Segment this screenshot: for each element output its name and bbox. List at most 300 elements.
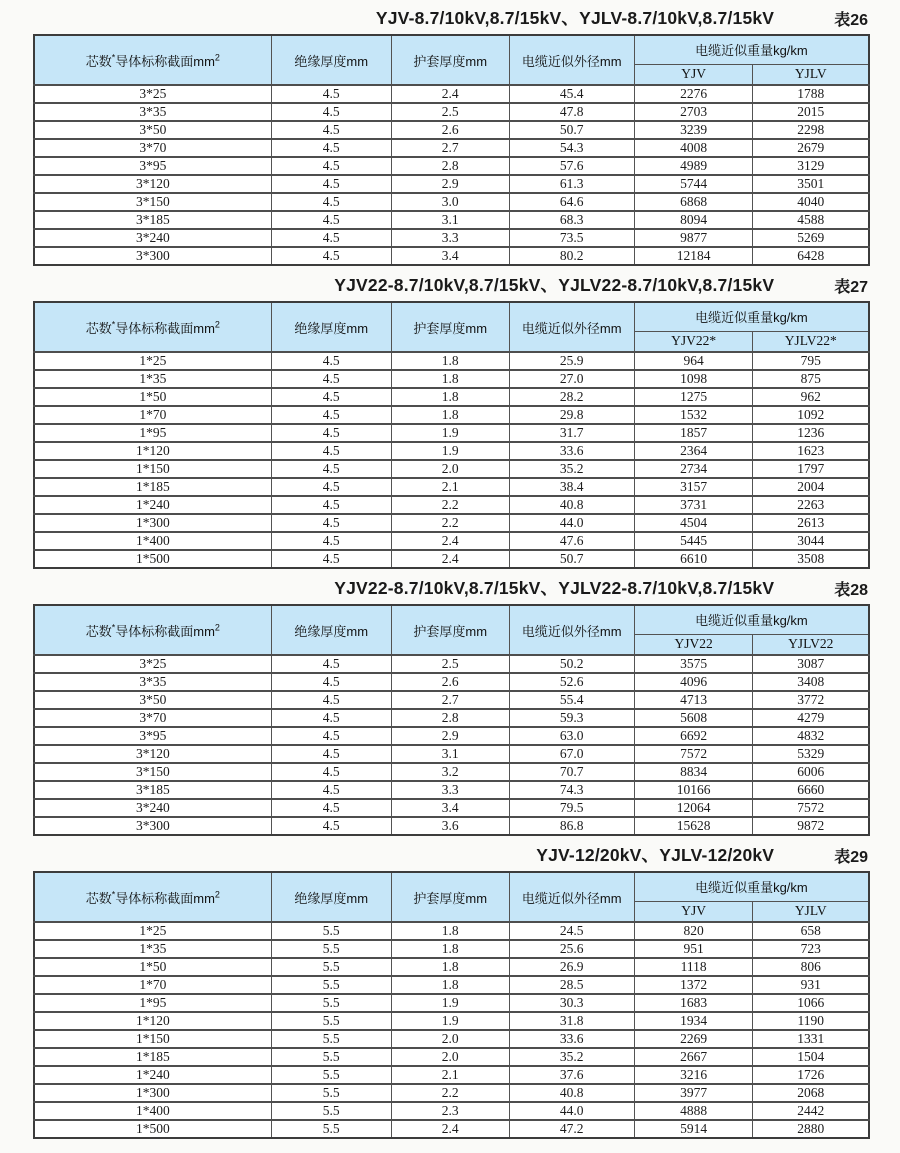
table-cell: 1*185 bbox=[34, 1048, 271, 1066]
table-cell: 50.7 bbox=[509, 121, 634, 139]
table-row bbox=[34, 247, 869, 265]
table-cell: 3*185 bbox=[34, 211, 271, 229]
table-cell: 4.5 bbox=[271, 709, 391, 727]
table-cell: 2.4 bbox=[391, 1120, 509, 1138]
table-cell: 3.3 bbox=[391, 781, 509, 799]
table-row bbox=[34, 370, 869, 388]
section-superscript-2: 2 bbox=[214, 622, 220, 633]
table-cell: 4.5 bbox=[271, 103, 391, 121]
table-body bbox=[34, 655, 869, 835]
table-number: 表28 bbox=[834, 582, 868, 599]
subcol-header-yjlv22: YJLV22* bbox=[753, 331, 869, 352]
table-row bbox=[34, 532, 869, 550]
table-cell: 1092 bbox=[753, 406, 869, 424]
table-cell: 12064 bbox=[634, 799, 753, 817]
table-row bbox=[34, 175, 869, 193]
table-cell: 1*400 bbox=[34, 532, 271, 550]
table-cell: 2.5 bbox=[391, 655, 509, 673]
table-cell: 31.7 bbox=[509, 424, 634, 442]
table-cell: 24.5 bbox=[509, 922, 634, 940]
col-header-diameter: 电缆近似外径mm bbox=[509, 302, 634, 352]
table-cell: 70.7 bbox=[509, 763, 634, 781]
col-header-insulation: 绝缘厚度mm bbox=[271, 605, 391, 655]
table-cell: 1788 bbox=[753, 85, 869, 103]
table-cell: 2.5 bbox=[391, 103, 509, 121]
table-cell: 2.7 bbox=[391, 139, 509, 157]
table-cell: 3044 bbox=[753, 532, 869, 550]
col-header-sheath: 护套厚度mm bbox=[391, 35, 509, 85]
table-cell: 3*95 bbox=[34, 157, 271, 175]
table-cell: 5.5 bbox=[271, 1084, 391, 1102]
section-superscript-2: 2 bbox=[214, 52, 220, 63]
table-cell: 1857 bbox=[634, 424, 753, 442]
table-cell: 2015 bbox=[753, 103, 869, 121]
table-cell: 4.5 bbox=[271, 352, 391, 370]
subcol-header-yjlv: YJLV bbox=[753, 64, 869, 85]
table-cell: 2.2 bbox=[391, 1084, 509, 1102]
table-cell: 4.5 bbox=[271, 211, 391, 229]
table-cell: 3129 bbox=[753, 157, 869, 175]
table-title: YJV-12/20kV、YJLV-12/20kV bbox=[536, 845, 775, 865]
table-row bbox=[34, 940, 869, 958]
table-cell: 4.5 bbox=[271, 121, 391, 139]
table-cell: 25.6 bbox=[509, 940, 634, 958]
col-header-cores-text: 芯数 bbox=[85, 320, 112, 336]
table-cell: 951 bbox=[634, 940, 753, 958]
table-cell: 1*120 bbox=[34, 1012, 271, 1030]
cable-spec-table bbox=[33, 604, 870, 836]
table-cell: 35.2 bbox=[509, 1048, 634, 1066]
table-cell: 658 bbox=[753, 922, 869, 940]
table-cell: 2.7 bbox=[391, 691, 509, 709]
table-cell: 5.5 bbox=[271, 994, 391, 1012]
table-cell: 2.4 bbox=[391, 85, 509, 103]
table-cell: 4.5 bbox=[271, 370, 391, 388]
table-cell: 47.8 bbox=[509, 103, 634, 121]
col-header-cores-section bbox=[34, 35, 271, 85]
table-cell: 5445 bbox=[634, 532, 753, 550]
table-cell: 1*240 bbox=[34, 1066, 271, 1084]
table-row bbox=[34, 514, 869, 532]
table-cell: 6006 bbox=[753, 763, 869, 781]
table-cell: 2734 bbox=[634, 460, 753, 478]
table-cell: 4096 bbox=[634, 673, 753, 691]
table-cell: 86.8 bbox=[509, 817, 634, 835]
table-cell: 2364 bbox=[634, 442, 753, 460]
table-cell: 4.5 bbox=[271, 175, 391, 193]
table-cell: 1504 bbox=[753, 1048, 869, 1066]
table-cell: 1.8 bbox=[391, 976, 509, 994]
cores-superscript-star: * bbox=[111, 622, 116, 633]
table-cell: 4.5 bbox=[271, 763, 391, 781]
col-header-cores-section bbox=[34, 302, 271, 352]
table-cell: 57.6 bbox=[509, 157, 634, 175]
table-cell: 2.4 bbox=[391, 532, 509, 550]
table-cell: 1.8 bbox=[391, 958, 509, 976]
table-cell: 1*500 bbox=[34, 550, 271, 568]
col-header-cores-section bbox=[34, 872, 271, 922]
table-cell: 2667 bbox=[634, 1048, 753, 1066]
table-cell: 5.5 bbox=[271, 940, 391, 958]
table-cell: 5.5 bbox=[271, 1120, 391, 1138]
table-cell: 4.5 bbox=[271, 247, 391, 265]
table-row bbox=[34, 691, 869, 709]
table-cell: 4504 bbox=[634, 514, 753, 532]
table-row bbox=[34, 550, 869, 568]
table-cell: 1.9 bbox=[391, 424, 509, 442]
table-row bbox=[34, 1120, 869, 1138]
table-row bbox=[34, 709, 869, 727]
table-cell: 30.3 bbox=[509, 994, 634, 1012]
table-cell: 44.0 bbox=[509, 514, 634, 532]
table-cell: 37.6 bbox=[509, 1066, 634, 1084]
table-cell: 3239 bbox=[634, 121, 753, 139]
table-row bbox=[34, 1084, 869, 1102]
table-cell: 79.5 bbox=[509, 799, 634, 817]
table-title-row bbox=[33, 843, 870, 867]
table-cell: 4.5 bbox=[271, 727, 391, 745]
table-cell: 1623 bbox=[753, 442, 869, 460]
col-header-cores-section bbox=[34, 605, 271, 655]
table-cell: 2.8 bbox=[391, 709, 509, 727]
table-cell: 3*185 bbox=[34, 781, 271, 799]
table-cell: 3.1 bbox=[391, 211, 509, 229]
table-cell: 1*400 bbox=[34, 1102, 271, 1120]
table-cell: 3*300 bbox=[34, 817, 271, 835]
col-header-diameter: 电缆近似外径mm bbox=[509, 35, 634, 85]
table-cell: 3.6 bbox=[391, 817, 509, 835]
table-cell: 47.2 bbox=[509, 1120, 634, 1138]
table-header bbox=[34, 605, 869, 655]
table-cell: 2004 bbox=[753, 478, 869, 496]
table-cell: 3.1 bbox=[391, 745, 509, 763]
table-cell: 8834 bbox=[634, 763, 753, 781]
table-row bbox=[34, 673, 869, 691]
table-cell: 1*25 bbox=[34, 352, 271, 370]
subcol-header-yjv: YJV bbox=[634, 901, 753, 922]
table-header bbox=[34, 872, 869, 922]
table-cell: 2298 bbox=[753, 121, 869, 139]
table-cell: 2.3 bbox=[391, 1102, 509, 1120]
table-cell: 15628 bbox=[634, 817, 753, 835]
table-row bbox=[34, 958, 869, 976]
table-cell: 3*150 bbox=[34, 193, 271, 211]
table-cell: 27.0 bbox=[509, 370, 634, 388]
table-cell: 4713 bbox=[634, 691, 753, 709]
table-row bbox=[34, 1066, 869, 1084]
table-cell: 3408 bbox=[753, 673, 869, 691]
table-cell: 4.5 bbox=[271, 157, 391, 175]
table-cell: 1190 bbox=[753, 1012, 869, 1030]
col-header-insulation: 绝缘厚度mm bbox=[271, 302, 391, 352]
table-cell: 4.5 bbox=[271, 799, 391, 817]
table-cell: 3501 bbox=[753, 175, 869, 193]
col-header-diameter: 电缆近似外径mm bbox=[509, 605, 634, 655]
table-cell: 1236 bbox=[753, 424, 869, 442]
table-cell: 25.9 bbox=[509, 352, 634, 370]
table-cell: 29.8 bbox=[509, 406, 634, 424]
cable-table-section-26 bbox=[33, 6, 870, 266]
table-cell: 3731 bbox=[634, 496, 753, 514]
table-cell: 4832 bbox=[753, 727, 869, 745]
table-cell: 2679 bbox=[753, 139, 869, 157]
table-cell: 4279 bbox=[753, 709, 869, 727]
cable-table-section-28 bbox=[33, 576, 870, 836]
table-cell: 2263 bbox=[753, 496, 869, 514]
section-superscript-2: 2 bbox=[214, 889, 220, 900]
table-row bbox=[34, 745, 869, 763]
table-cell: 3*120 bbox=[34, 745, 271, 763]
table-cell: 3*25 bbox=[34, 655, 271, 673]
table-cell: 3*300 bbox=[34, 247, 271, 265]
col-header-diameter: 电缆近似外径mm bbox=[509, 872, 634, 922]
table-cell: 3*50 bbox=[34, 121, 271, 139]
table-cell: 28.5 bbox=[509, 976, 634, 994]
table-body bbox=[34, 922, 869, 1138]
table-cell: 8094 bbox=[634, 211, 753, 229]
table-cell: 3*95 bbox=[34, 727, 271, 745]
table-cell: 3*35 bbox=[34, 103, 271, 121]
table-cell: 4.5 bbox=[271, 139, 391, 157]
table-cell: 6428 bbox=[753, 247, 869, 265]
table-cell: 4.5 bbox=[271, 817, 391, 835]
table-cell: 12184 bbox=[634, 247, 753, 265]
table-title-row bbox=[33, 576, 870, 600]
table-cell: 3*50 bbox=[34, 691, 271, 709]
table-cell: 50.7 bbox=[509, 550, 634, 568]
col-header-weight: 电缆近似重量kg/km bbox=[634, 35, 869, 64]
table-cell: 4888 bbox=[634, 1102, 753, 1120]
table-cell: 4.5 bbox=[271, 691, 391, 709]
table-cell: 5.5 bbox=[271, 1012, 391, 1030]
table-cell: 61.3 bbox=[509, 175, 634, 193]
table-cell: 54.3 bbox=[509, 139, 634, 157]
table-cell: 1*185 bbox=[34, 478, 271, 496]
table-title-row bbox=[33, 273, 870, 297]
table-cell: 55.4 bbox=[509, 691, 634, 709]
table-cell: 2703 bbox=[634, 103, 753, 121]
table-cell: 2.6 bbox=[391, 673, 509, 691]
table-cell: 2613 bbox=[753, 514, 869, 532]
table-title: YJV22-8.7/10kV,8.7/15kV、YJLV22-8.7/10kV,8.7/15kV bbox=[334, 578, 775, 598]
table-cell: 1.8 bbox=[391, 406, 509, 424]
table-cell: 40.8 bbox=[509, 1084, 634, 1102]
table-cell: 1683 bbox=[634, 994, 753, 1012]
table-cell: 1934 bbox=[634, 1012, 753, 1030]
table-cell: 3*70 bbox=[34, 139, 271, 157]
table-cell: 1118 bbox=[634, 958, 753, 976]
table-row bbox=[34, 976, 869, 994]
table-cell: 1.8 bbox=[391, 388, 509, 406]
table-cell: 3*120 bbox=[34, 175, 271, 193]
table-cell: 4.5 bbox=[271, 673, 391, 691]
table-row bbox=[34, 211, 869, 229]
table-row bbox=[34, 352, 869, 370]
table-cell: 964 bbox=[634, 352, 753, 370]
table-cell: 3*25 bbox=[34, 85, 271, 103]
table-cell: 4989 bbox=[634, 157, 753, 175]
table-cell: 3.2 bbox=[391, 763, 509, 781]
table-cell: 4.5 bbox=[271, 745, 391, 763]
table-cell: 5.5 bbox=[271, 922, 391, 940]
table-cell: 1*35 bbox=[34, 940, 271, 958]
col-header-section-text: 导体标称截面mm bbox=[115, 53, 215, 69]
table-cell: 5.5 bbox=[271, 1030, 391, 1048]
table-row bbox=[34, 799, 869, 817]
table-row bbox=[34, 193, 869, 211]
cores-superscript-star: * bbox=[111, 52, 116, 63]
table-cell: 52.6 bbox=[509, 673, 634, 691]
table-row bbox=[34, 478, 869, 496]
table-cell: 2.9 bbox=[391, 175, 509, 193]
table-row bbox=[34, 424, 869, 442]
table-cell: 28.2 bbox=[509, 388, 634, 406]
table-cell: 2.2 bbox=[391, 514, 509, 532]
table-cell: 74.3 bbox=[509, 781, 634, 799]
table-cell: 5.5 bbox=[271, 1048, 391, 1066]
table-cell: 2.9 bbox=[391, 727, 509, 745]
table-cell: 4.5 bbox=[271, 406, 391, 424]
cable-table-section-27 bbox=[33, 273, 870, 569]
col-header-section-text: 导体标称截面mm bbox=[115, 623, 215, 639]
table-row bbox=[34, 139, 869, 157]
table-cell: 4.5 bbox=[271, 550, 391, 568]
table-cell: 5.5 bbox=[271, 1066, 391, 1084]
table-row bbox=[34, 103, 869, 121]
table-cell: 1*25 bbox=[34, 922, 271, 940]
table-cell: 1*500 bbox=[34, 1120, 271, 1138]
table-cell: 59.3 bbox=[509, 709, 634, 727]
table-title: YJV22-8.7/10kV,8.7/15kV、YJLV22-8.7/10kV,8.7/15kV bbox=[334, 275, 775, 295]
table-cell: 3216 bbox=[634, 1066, 753, 1084]
table-cell: 1.9 bbox=[391, 442, 509, 460]
table-cell: 1797 bbox=[753, 460, 869, 478]
table-row bbox=[34, 1030, 869, 1048]
table-cell: 931 bbox=[753, 976, 869, 994]
table-cell: 4588 bbox=[753, 211, 869, 229]
table-cell: 4.5 bbox=[271, 460, 391, 478]
cable-spec-table bbox=[33, 301, 870, 569]
col-header-cores-text: 芯数 bbox=[85, 623, 112, 639]
table-cell: 9872 bbox=[753, 817, 869, 835]
table-cell: 1*95 bbox=[34, 994, 271, 1012]
table-cell: 3772 bbox=[753, 691, 869, 709]
table-cell: 1*150 bbox=[34, 1030, 271, 1048]
cable-spec-table bbox=[33, 871, 870, 1139]
subcol-header-yjlv: YJLV bbox=[753, 901, 869, 922]
subcol-header-yjv22: YJV22* bbox=[634, 331, 753, 352]
table-cell: 1.8 bbox=[391, 370, 509, 388]
table-cell: 2.0 bbox=[391, 1048, 509, 1066]
table-cell: 3.0 bbox=[391, 193, 509, 211]
table-cell: 1*70 bbox=[34, 976, 271, 994]
table-cell: 1.8 bbox=[391, 940, 509, 958]
table-cell: 2.4 bbox=[391, 550, 509, 568]
table-cell: 9877 bbox=[634, 229, 753, 247]
table-cell: 2.1 bbox=[391, 478, 509, 496]
table-cell: 1726 bbox=[753, 1066, 869, 1084]
table-cell: 3.4 bbox=[391, 247, 509, 265]
table-cell: 50.2 bbox=[509, 655, 634, 673]
table-row bbox=[34, 655, 869, 673]
table-cell: 64.6 bbox=[509, 193, 634, 211]
table-row bbox=[34, 496, 869, 514]
table-row bbox=[34, 460, 869, 478]
table-cell: 1*50 bbox=[34, 958, 271, 976]
table-cell: 33.6 bbox=[509, 442, 634, 460]
table-cell: 7572 bbox=[753, 799, 869, 817]
table-cell: 4.5 bbox=[271, 655, 391, 673]
table-cell: 2.2 bbox=[391, 496, 509, 514]
table-cell: 4.5 bbox=[271, 478, 391, 496]
table-cell: 3*70 bbox=[34, 709, 271, 727]
col-header-sheath: 护套厚度mm bbox=[391, 302, 509, 352]
table-cell: 5.5 bbox=[271, 1102, 391, 1120]
table-cell: 1*300 bbox=[34, 514, 271, 532]
table-cell: 3.4 bbox=[391, 799, 509, 817]
table-cell: 4.5 bbox=[271, 193, 391, 211]
table-cell: 1*120 bbox=[34, 442, 271, 460]
table-cell: 4040 bbox=[753, 193, 869, 211]
subcol-header-yjv: YJV bbox=[634, 64, 753, 85]
table-row bbox=[34, 994, 869, 1012]
table-cell: 5269 bbox=[753, 229, 869, 247]
table-cell: 2.0 bbox=[391, 1030, 509, 1048]
col-header-insulation: 绝缘厚度mm bbox=[271, 35, 391, 85]
table-cell: 1*150 bbox=[34, 460, 271, 478]
table-row bbox=[34, 727, 869, 745]
table-row bbox=[34, 229, 869, 247]
table-title-row bbox=[33, 6, 870, 30]
section-superscript-2: 2 bbox=[214, 319, 220, 330]
table-cell: 4.5 bbox=[271, 514, 391, 532]
table-cell: 1*35 bbox=[34, 370, 271, 388]
col-header-cores-text: 芯数 bbox=[85, 890, 112, 906]
table-cell: 4008 bbox=[634, 139, 753, 157]
table-cell: 2880 bbox=[753, 1120, 869, 1138]
table-cell: 63.0 bbox=[509, 727, 634, 745]
table-row bbox=[34, 781, 869, 799]
table-cell: 820 bbox=[634, 922, 753, 940]
table-cell: 806 bbox=[753, 958, 869, 976]
col-header-insulation: 绝缘厚度mm bbox=[271, 872, 391, 922]
table-cell: 3*240 bbox=[34, 229, 271, 247]
table-cell: 5.5 bbox=[271, 976, 391, 994]
table-cell: 3575 bbox=[634, 655, 753, 673]
cores-superscript-star: * bbox=[111, 889, 116, 900]
table-cell: 5.5 bbox=[271, 958, 391, 976]
table-cell: 1.9 bbox=[391, 1012, 509, 1030]
table-number: 表26 bbox=[834, 12, 868, 29]
table-cell: 3157 bbox=[634, 478, 753, 496]
table-body bbox=[34, 85, 869, 265]
table-cell: 6868 bbox=[634, 193, 753, 211]
table-cell: 3.3 bbox=[391, 229, 509, 247]
table-cell: 5744 bbox=[634, 175, 753, 193]
table-cell: 5608 bbox=[634, 709, 753, 727]
col-header-sheath: 护套厚度mm bbox=[391, 605, 509, 655]
table-cell: 2.8 bbox=[391, 157, 509, 175]
col-header-cores-text: 芯数 bbox=[85, 53, 112, 69]
col-header-weight: 电缆近似重量kg/km bbox=[634, 605, 869, 634]
cable-spec-table bbox=[33, 34, 870, 266]
table-cell: 1*300 bbox=[34, 1084, 271, 1102]
table-row bbox=[34, 406, 869, 424]
table-cell: 1372 bbox=[634, 976, 753, 994]
table-row bbox=[34, 157, 869, 175]
table-cell: 45.4 bbox=[509, 85, 634, 103]
table-cell: 38.4 bbox=[509, 478, 634, 496]
